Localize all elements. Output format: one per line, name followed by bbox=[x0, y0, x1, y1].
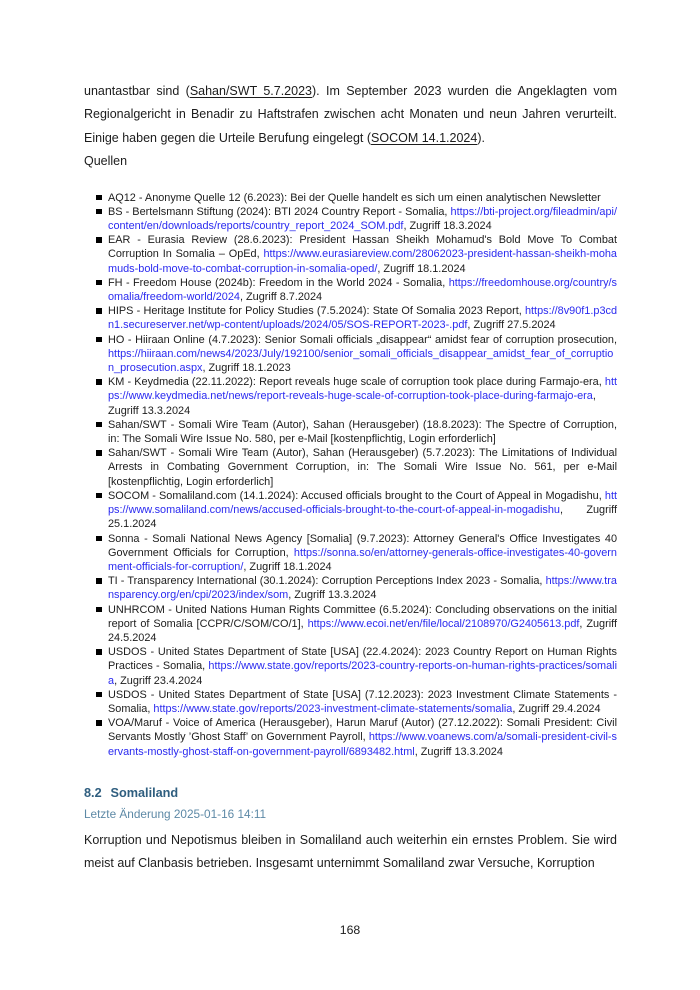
text-run: Sonna - Somali National News Agency [Somalia] (9.7.2023): Attorney General's Office Investigates 40 Government Officials for Corruption, bbox=[108, 532, 617, 559]
bullet-icon bbox=[96, 280, 102, 286]
hyperlink[interactable]: https://www.keydmedia.net/news/report-reveals-huge-scale-of-corruption-took-place-during-farmajo-era bbox=[108, 376, 617, 403]
hyperlink[interactable]: https://www.voanews.com/a/somali-president-civil-servants-mostly-ghost-staff-on-government-payroll/6893482.html bbox=[108, 731, 617, 758]
sources-list bbox=[84, 191, 617, 759]
source-reference-link[interactable]: Sahan/SWT 5.7.2023 bbox=[189, 84, 312, 98]
bullet-icon bbox=[96, 308, 102, 314]
source-item bbox=[95, 304, 617, 332]
bullet-icon bbox=[96, 379, 102, 385]
text-run: HO - Hiiraan Online (4.7.2023): Senior Somali officials „disappear“ amidst fear of corruption prosecution, bbox=[108, 333, 617, 346]
text-run: , Zugriff 8.7.2024 bbox=[239, 291, 323, 304]
source-item bbox=[95, 603, 617, 646]
section-number: 8.2 bbox=[84, 785, 102, 800]
text-run: , Zugriff 25.1.2024 bbox=[108, 504, 617, 531]
text-run: SOCOM - Somaliland.com (14.1.2024): Accused officials brought to the Court of Appeal in Mogadishu, bbox=[108, 489, 605, 502]
text-run: ). bbox=[477, 130, 485, 145]
bullet-icon bbox=[96, 195, 102, 201]
text-run: HIPS - Heritage Institute for Policy Studies (7.5.2024): State Of Somalia 2023 Report, bbox=[108, 305, 525, 318]
text-run: UNHRCOM - United Nations Human Rights Committee (6.5.2024): Concluding observations on the initial report of Somalia [CCPR/C/SOM/CO/1], bbox=[108, 603, 617, 630]
source-item bbox=[95, 191, 617, 205]
source-item bbox=[95, 532, 617, 575]
text-run: BS - Bertelsmann Stiftung (2024): BTI 2024 Country Report - Somalia, bbox=[108, 205, 451, 218]
bullet-icon bbox=[96, 720, 102, 726]
source-item bbox=[95, 233, 617, 276]
hyperlink[interactable]: https://8v90f1.p3cdn1.secureserver.net/wp-content/uploads/2024/05/SOS-REPORT-2023-.pdf bbox=[108, 305, 617, 332]
source-item bbox=[95, 716, 617, 759]
text-run: , Zugriff 18.1.2024 bbox=[243, 560, 332, 573]
text-run: , Zugriff 13.3.2024 bbox=[108, 390, 596, 417]
section-title: Somaliland bbox=[110, 785, 179, 800]
sources-heading: Quellen bbox=[84, 154, 128, 169]
text-run: VOA/Maruf - Voice of America (Herausgeber), Harun Maruf (Autor) (27.12.2022): Somali President: Civil Servants Mostly ’Ghost Staff’ on Government Payroll, bbox=[108, 717, 617, 744]
text-column bbox=[84, 0, 617, 876]
text-run: , Zugriff 29.4.2024 bbox=[512, 702, 601, 715]
bullet-icon bbox=[96, 692, 102, 698]
text-run: USDOS - United States Department of State [USA] (22.4.2024): 2023 Country Report on Human Rights Practices - Somalia, bbox=[108, 646, 617, 673]
text-run: AQ12 - Anonyme Quelle 12 (6.2023): Bei der Quelle handelt es sich um einen analytischen Newsletter bbox=[108, 191, 601, 204]
body-paragraph: Korruption und Nepotismus bleiben in Somaliland auch weiterhin ein ernstes Problem. Sie wird meist auf Clanbasis betrieben. Insgesamt unternimmt Somaliland zwar Versuche, Korruption bbox=[84, 832, 617, 871]
text-run: KM - Keydmedia (22.11.2022): Report reveals huge scale of corruption took place during Farmajo-era, bbox=[108, 376, 605, 389]
source-item bbox=[95, 645, 617, 688]
hyperlink[interactable]: https://hiiraan.com/news4/2023/July/192100/senior_somali_officials_disappear_amidst_fear_of_corruption_prosecution.aspx bbox=[108, 347, 614, 375]
hyperlink[interactable]: https://www.somaliland.com/news/accused-officials-brought-to-the-court-of-appeal-in-mogadishu bbox=[108, 489, 617, 517]
text-run: TI - Transparency International (30.1.2024): Corruption Perceptions Index 2023 - Somalia, bbox=[108, 575, 546, 588]
section-heading bbox=[84, 785, 617, 801]
text-run: , Zugriff 18.3.2024 bbox=[403, 220, 492, 233]
hyperlink[interactable]: https://www.state.gov/reports/2023-country-reports-on-human-rights-practices/somalia bbox=[108, 660, 617, 687]
text-run: Sahan/SWT - Somali Wire Team (Autor), Sahan (Herausgeber) (5.7.2023): The Limitations of Individual Arrests in Combating Government Corruption, in: The Somali Wire Issue No. 561, per e-Mail [kostenpflichtig, Login erforderlich] bbox=[108, 447, 617, 488]
bullet-icon bbox=[96, 237, 102, 243]
source-item bbox=[95, 375, 617, 418]
source-item bbox=[95, 688, 617, 716]
intro-paragraph bbox=[84, 80, 617, 150]
text-run: , Zugriff 13.3.2024 bbox=[414, 745, 503, 758]
hyperlink[interactable]: https://www.transparency.org/en/cpi/2023/index/som bbox=[108, 575, 617, 602]
hyperlink[interactable]: https://www.eurasiareview.com/28062023-president-hassan-sheikh-mohamuds-bold-move-to-combat-corruption-in-somalia-oped/ bbox=[108, 248, 617, 275]
bullet-icon bbox=[96, 337, 102, 343]
bullet-icon bbox=[96, 607, 102, 613]
bullet-icon bbox=[96, 536, 102, 542]
text-run: , Zugriff 23.4.2024 bbox=[114, 674, 203, 687]
source-item bbox=[95, 489, 617, 532]
hyperlink[interactable]: https://freedomhouse.org/country/somalia/freedom-world/2024 bbox=[108, 276, 617, 304]
text-run: Sahan/SWT - Somali Wire Team (Autor), Sahan (Herausgeber) (18.8.2023): The Spectre of Corruption, in: The Somali Wire Issue No. 580, per e-Mail [kostenpflichtig, Login erforderlich] bbox=[108, 418, 617, 446]
hyperlink[interactable]: https://sonna.so/en/attorney-generals-office-investigates-40-government-officials-for-corruption/ bbox=[108, 546, 617, 573]
bullet-icon bbox=[96, 578, 102, 584]
hyperlink[interactable]: https://www.state.gov/reports/2023-investment-climate-statements/somalia bbox=[153, 702, 513, 715]
text-run: unantastbar sind ( bbox=[84, 84, 190, 98]
source-item bbox=[95, 333, 617, 376]
bullet-icon bbox=[96, 493, 102, 499]
hyperlink[interactable]: https://bti-project.org/fileadmin/api/content/en/downloads/reports/country_report_2024_SOM.pdf bbox=[108, 205, 617, 233]
source-reference-link[interactable]: SOCOM 14.1.2024 bbox=[371, 130, 478, 145]
text-run: FH - Freedom House (2024b): Freedom in the World 2024 - Somalia, bbox=[108, 276, 449, 289]
text-run: , Zugriff 18.1.2023 bbox=[202, 362, 291, 375]
text-run: EAR - Eurasia Review (28.6.2023): President Hassan Sheikh Mohamud's Bold Move To Combat Corruption In Somalia – OpEd, bbox=[108, 234, 617, 261]
source-item bbox=[95, 276, 617, 304]
bullet-icon bbox=[96, 649, 102, 655]
source-item bbox=[95, 418, 617, 446]
page-number: 168 bbox=[339, 923, 361, 937]
source-item bbox=[95, 574, 617, 602]
text-run: , Zugriff 18.1.2024 bbox=[377, 262, 466, 275]
text-run: ). Im September 2023 wurden die Angeklagten vom Regionalgericht in Benadir zu Haftstrafen zwischen acht Monaten und neun Jahren verurteilt. Einige haben gegen die Urteile Berufung eingelegt ( bbox=[84, 84, 617, 145]
last-modified-note: Letzte Änderung 2025-01-16 14:11 bbox=[84, 806, 267, 821]
source-item bbox=[95, 205, 617, 233]
text-run: , Zugriff 24.5.2024 bbox=[108, 617, 618, 644]
text-run: USDOS - United States Department of State [USA] (7.12.2023): 2023 Investment Climate Statements - Somalia, bbox=[108, 688, 617, 715]
text-run: , Zugriff 13.3.2024 bbox=[288, 589, 377, 602]
bullet-icon bbox=[96, 209, 102, 215]
source-item bbox=[95, 446, 617, 489]
bullet-icon bbox=[96, 422, 102, 428]
text-run: , Zugriff 27.5.2024 bbox=[467, 319, 556, 332]
bullet-icon bbox=[96, 450, 102, 456]
hyperlink[interactable]: https://www.ecoi.net/en/file/local/2108970/G2405613.pdf bbox=[307, 617, 580, 630]
